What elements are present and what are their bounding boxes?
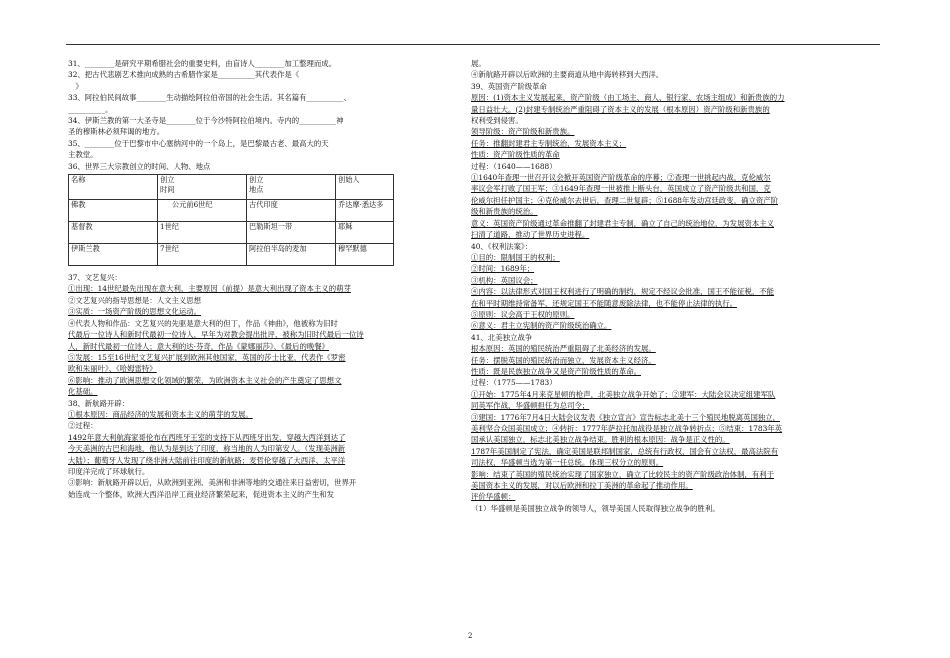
- table-cell: 耶稣: [336, 222, 394, 244]
- text-line: ①1640年查理一世召开议会掀开英国资产阶级革命的序幕；②查理一世挑起内战，克伦威尔: [471, 173, 771, 183]
- table-cell: 穆罕默德: [336, 244, 394, 266]
- routes-line: ②过程：: [68, 421, 98, 431]
- text-line: 意义：英国资产阶级通过革命推翻了封建君主专制，确立了自己的统治地位，为发展资本主义: [471, 218, 775, 228]
- routes-line: 始连成一个整体，欧洲大西洋沿岸工商业经济繁荣起来，促进资本主义的产生和发: [68, 489, 335, 499]
- text-line: 过程：（1775——1783）: [471, 378, 557, 388]
- right-column: [471, 58, 883, 514]
- table-row: [69, 200, 394, 222]
- text-line: 量日益壮大。(2)封建专制统治严重阻碍了资本主义的发展（根本原因）资产阶级和新贵族的: [471, 104, 770, 114]
- renaissance-line: ⑤发展：15至16世纪文艺复兴扩展到欧洲其他国家，英国的莎士比亚，代表作《罗密: [68, 352, 346, 362]
- renaissance-line: 人，新时代最初一位诗人；意大利的达·芬奇，作品《蒙娜丽莎》、《最后的晚餐》: [68, 341, 330, 351]
- text-line: 1787年美国制定了宪法，确定美国是联邦制国家，总统有行政权，国会有立法权，最高法院有: [471, 446, 779, 456]
- text-line: 权利受到侵害。: [471, 116, 523, 126]
- q35-line: 35、________位于巴黎市中心塞纳河中的一个岛上，是巴黎最古老、最高大的天: [68, 138, 329, 148]
- header-founder: 创始人: [336, 175, 394, 200]
- text-line: ①开始：1775年4月来克星顿的枪声，北美独立战争开始了；②建军：大陆会议决定组建军队: [471, 389, 776, 399]
- renaissance-line: ④代表人物和作品：文艺复兴的先驱是意大利的但丁，作品《神曲》，他被称为旧时: [68, 318, 338, 328]
- text-line: ③建国：1776年7月4日大陆会议发表《独立宣言》宣告标志北美十三个殖民地脱离英国独立，: [471, 412, 781, 422]
- text-line: 司法权，华盛顿当选为第一任总统。体现三权分立的原则。: [471, 458, 664, 468]
- routes-line: ③影响：新航路开辟以后，从欧洲到亚洲、美洲和非洲等地的交通往来日益密切，世界开: [68, 478, 357, 488]
- q34-line: 34、伊斯兰教的第一大圣寺是________位于今沙特阿拉伯境内。寺内的__________神: [68, 116, 344, 126]
- table-row: [69, 222, 394, 244]
- religions-table: [68, 174, 394, 266]
- routes-line: 1492年意大利航海家哥伦布在西班牙王室的支持下从西班牙出发，穿越大西洋到达了: [68, 432, 346, 442]
- table-header-row: [69, 175, 394, 200]
- table-cell: 公元前6世纪: [158, 200, 247, 222]
- text-line: 同英军作战，华盛顿担任为总司令；: [471, 401, 590, 411]
- header-name: 名称: [69, 175, 158, 200]
- table-cell: 乔达摩·悉达多: [336, 200, 394, 222]
- text-line: 过程：（1640——1688）: [471, 161, 557, 171]
- text-line: 任务：摆脱英国的殖民统治而独立，发展资本主义经济。: [471, 355, 656, 365]
- text-line: 扫清了道路，推动了世界历史进程。: [471, 230, 590, 240]
- q33-line-cont: __________。: [68, 104, 113, 114]
- text-line: 级和新贵族的统治。: [471, 207, 538, 217]
- table-cell: 古代印度: [247, 200, 336, 222]
- text-line: 评价华盛顿：: [471, 492, 516, 502]
- table-cell: 1世纪: [158, 222, 247, 244]
- text-line: ②时间：1689年；: [471, 264, 535, 274]
- table-cell: 基督教: [69, 222, 158, 244]
- table-cell: 阿拉伯半岛的麦加: [247, 244, 336, 266]
- table-cell: 7世纪: [158, 244, 247, 266]
- text-line: 原因：(1)资本主义发展起来，资产阶级（由工场主、商人、银行家、农场主组成）和新贵族的力: [471, 93, 785, 103]
- q35-line-cont: 主教堂。: [68, 150, 98, 160]
- text-line: ③机构：英国议会；: [471, 275, 538, 285]
- text-line: ④内容：以法律形式对国王权利进行了明确的制约，规定不经议会批准，国王不能征税，不能: [471, 287, 775, 297]
- text-line: 性质：既是民族独立战争又是资产阶级性质的革命。: [471, 366, 641, 376]
- q31-line: 31、________是研究平期希腊社会的重要史料，由盲诗人________加工整理而成。: [68, 59, 337, 68]
- routes-line: 印度洋完成了环球航行。: [68, 466, 150, 476]
- renaissance-line: 欧和朱丽叶》、《哈姆雷特》: [68, 364, 157, 374]
- header-time: 创立 时间: [158, 175, 247, 200]
- text-line: 美国资本主义的发展，对以后欧洲和拉丁美洲的革命起了推动作用。: [471, 481, 693, 491]
- text-line: ⑤原则：议会高于王权的原则。: [471, 309, 575, 319]
- text-line: 影响：结束了英国的殖民统治实现了国家独立，确立了比较民主的资产阶级政治体制，有利于: [471, 469, 775, 479]
- table-cell: 巴勒斯坦一带: [247, 222, 336, 244]
- q38-heading: 38、新航路开辟：: [68, 398, 130, 408]
- q33-line: 33、阿拉伯民间故事________生动描绘阿拉伯帝国的社会生活。其名篇有__________、: [68, 93, 351, 103]
- text-line: ④新航路开辟以后欧洲的主要商道从地中海转移到大西洋。: [471, 70, 664, 80]
- q32-line: 32、把古代悲剧艺术推向成熟的古希腊作家是__________其代表作是《: [68, 70, 300, 80]
- renaissance-line: ⑥影响：推动了欧洲思想文化领域的繁荣，为欧洲资本主义社会的产生奠定了思想文: [68, 375, 342, 385]
- text-line: 国承认美国独立，标志北美独立战争结束。胜利的根本原因：战争是正义性的。: [471, 435, 730, 445]
- text-line: 性质：资产阶级性质的革命: [471, 150, 560, 160]
- table-row: [69, 244, 394, 266]
- text-line: 伦威尔担任护国主；④克伦威尔去世后，查理二世复辟；⑤1688年发动宫廷政变，确立资产阶: [471, 195, 779, 205]
- q39-heading: 39、英国资产阶级革命: [471, 81, 547, 91]
- q40-heading: 40、《权利法案》：: [471, 241, 533, 251]
- renaissance-line: 代最后一位诗人和新时代最初一位诗人，早年为对教会提出批评，被称为旧时代最后一位诗: [68, 330, 364, 340]
- text-line: ①目的：限制国王的权利；: [471, 252, 560, 262]
- text-line: 根本原因：英国的殖民统治严重阻碍了北美经济的发展。: [471, 344, 656, 354]
- text-line: 美利坚合众国美国成立；④转折：1777年萨拉托加战役是独立战争转折点；⑤结束：1783年英: [471, 424, 783, 433]
- text-line: 任务：推翻封建君主专制统治，发展资本主义；: [471, 138, 627, 148]
- header-place: 创立 地点: [247, 175, 336, 200]
- renaissance-line: ②文艺复兴的指导思想是：人文主义思想: [68, 295, 202, 305]
- renaissance-line: ①出现：14世纪最先出现在意大利，主要原因（前提）是意大利出现了资本主义的萌芽: [68, 284, 351, 294]
- routes-line: 今天美洲的古巴和海地，他认为是到达了印度，称当地的人为印第安人。（发现美洲新: [68, 444, 346, 454]
- q37-heading: 37、文艺复兴：: [68, 273, 122, 283]
- header-rule: [66, 44, 880, 45]
- text-line: 率议会军打败了国王军；③1649年查理一世被推上断头台，英国成立了资产阶级共和国，克: [471, 184, 771, 194]
- routes-line: ①根本原因：商品经济的发展和资本主义的萌芽的发展。: [68, 409, 253, 419]
- text-line: 在和平时期维持常备军，还规定国王不能随意废除法律，也不能停止法律的执行。: [471, 298, 738, 308]
- table-cell: 伊斯兰教: [69, 244, 158, 266]
- table-cell: 佛教: [69, 200, 158, 222]
- text-line: （1）华盛顿是美国独立战争的领导人，领导美国人民取得独立战争的胜利。: [471, 503, 720, 513]
- q36-heading: 36、世界三大宗教创立的时间、人物、地点: [68, 161, 211, 171]
- q41-heading: 41、北美独立战争: [471, 332, 533, 342]
- renaissance-line: ③实质：一场资产阶级的思想文化运动。: [68, 307, 202, 317]
- text-line: ⑥意义：君主立宪制的资产阶级统治确立。: [471, 321, 612, 331]
- q34-line-cont: 圣的穆斯林必须拜谒的地方。: [68, 127, 165, 137]
- page-number: 2: [468, 632, 473, 640]
- left-column: [68, 58, 464, 500]
- renaissance-line: 化基础。: [68, 387, 98, 397]
- routes-line: 大陆）；葡萄牙人发现了绕非洲大陆前往印度的新航路；麦哲伦穿越了大西洋、太平洋: [68, 455, 346, 465]
- q32-line-cont: 》: [68, 81, 83, 91]
- text-line: 展。: [471, 59, 486, 68]
- text-line: 领导阶级：资产阶级和新贵族。: [471, 127, 575, 137]
